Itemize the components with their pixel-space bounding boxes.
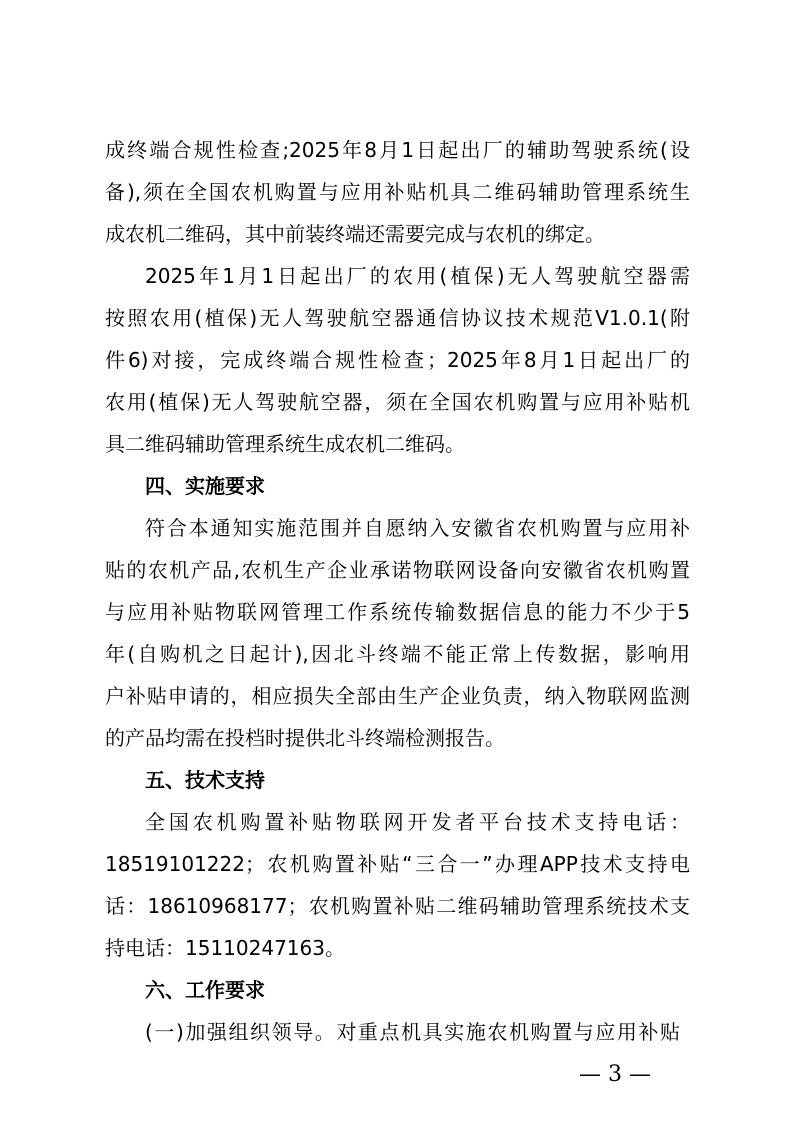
paragraph-line: 18519101222；农机购置补贴“三合一”办理APP技术支持电 (105, 852, 690, 876)
paragraph-line: 按照农用(植保)无人驾驶航空器通信协议技术规范V1.0.1(附 (105, 306, 690, 330)
paragraph-line: 成农机二维码，其中前装终端还需要完成与农机的绑定。 (105, 222, 605, 246)
paragraph-line: 年(自购机之日起计),因北斗终端不能正常上传数据，影响用 (105, 642, 690, 666)
section-heading: 六、工作要求 (145, 978, 265, 1002)
paragraph-line: (一)加强组织领导。对重点机具实施农机购置与应用补贴 (145, 1020, 680, 1044)
section-heading: 五、技术支持 (145, 768, 265, 792)
paragraph-line: 的产品均需在投档时提供北斗终端检测报告。 (105, 726, 505, 750)
paragraph-line: 户补贴申请的，相应损失全部由生产企业负责，纳入物联网监测 (105, 684, 690, 708)
paragraph-line: 具二维码辅助管理系统生成农机二维码。 (105, 432, 465, 456)
paragraph-line: 2025年1月1日起出厂的农用(植保)无人驾驶航空器需 (145, 264, 690, 288)
paragraph-line: 话：18610968177；农机购置补贴二维码辅助管理系统技术支 (105, 894, 690, 918)
paragraph-line: 持电话：15110247163。 (105, 936, 345, 960)
section-heading: 四、实施要求 (145, 474, 265, 498)
paragraph-line: 全国农机购置补贴物联网开发者平台技术支持电话： (145, 810, 690, 834)
paragraph-line: 贴的农机产品,农机生产企业承诺物联网设备向安徽省农机购置 (105, 558, 690, 582)
paragraph-line: 农用(植保)无人驾驶航空器，须在全国农机购置与应用补贴机 (105, 390, 690, 414)
paragraph-line: 与应用补贴物联网管理工作系统传输数据信息的能力不少于5 (105, 600, 690, 624)
paragraph-line: 符合本通知实施范围并自愿纳入安徽省农机购置与应用补 (145, 516, 690, 540)
paragraph-line: 成终端合规性检查;2025年8月1日起出厂的辅助驾驶系统(设 (105, 138, 690, 162)
paragraph-line: 件6)对接，完成终端合规性检查；2025年8月1日起出厂的 (105, 348, 690, 372)
page-number: — 3 — (579, 1062, 651, 1087)
paragraph-line: 备),须在全国农机购置与应用补贴机具二维码辅助管理系统生 (105, 180, 690, 204)
